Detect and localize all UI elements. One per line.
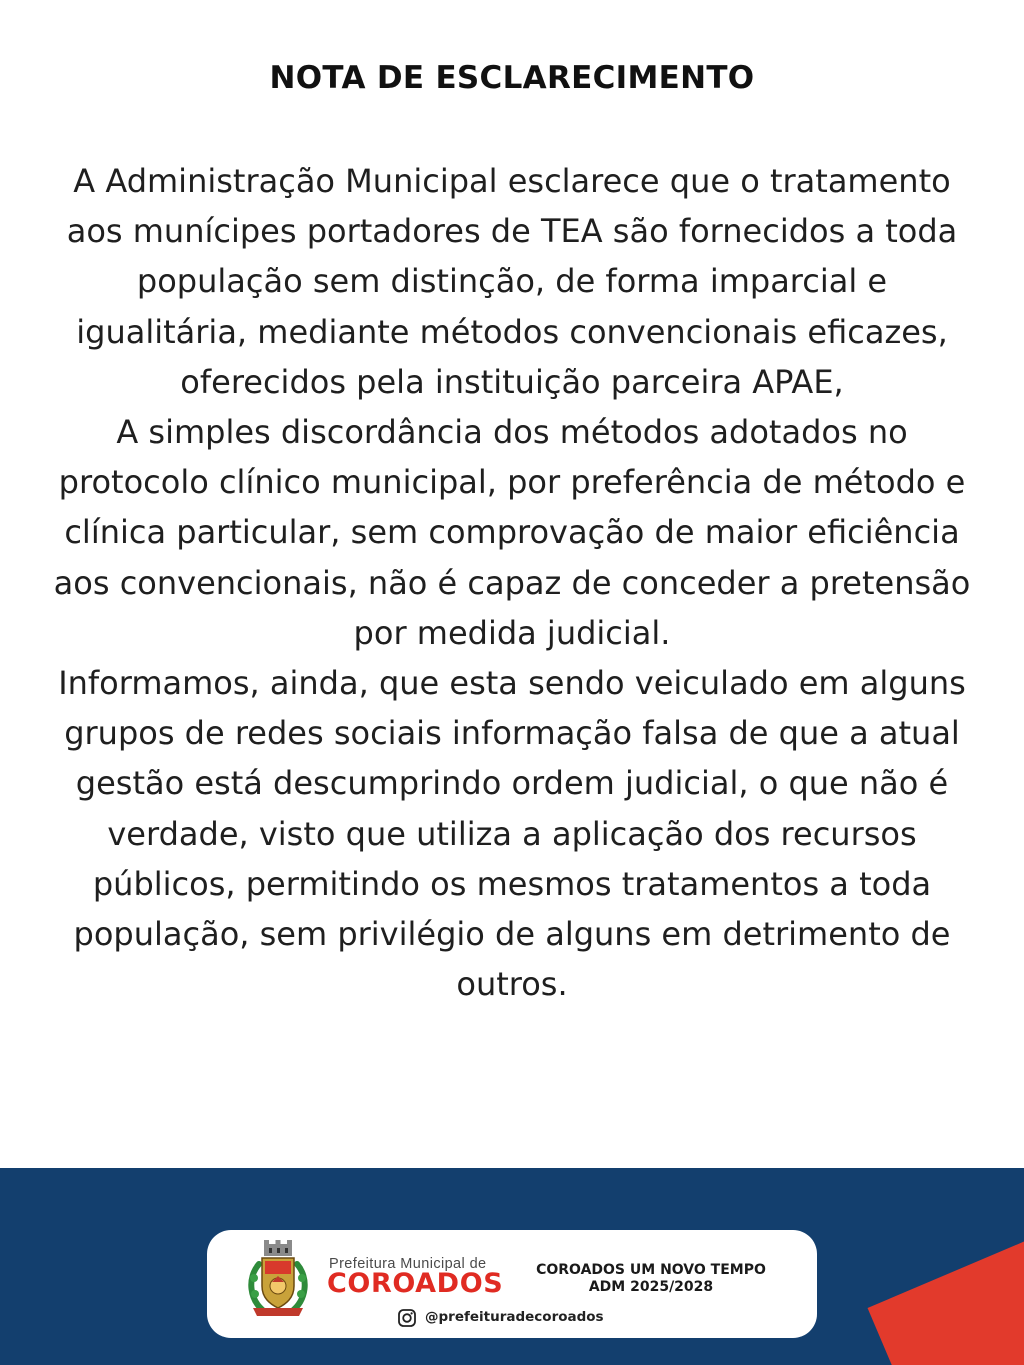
instagram-icon xyxy=(397,1308,417,1328)
body-line: verdade, visto que utiliza a aplicação dos recursos xyxy=(107,814,917,853)
city-name: COROADOS xyxy=(327,1268,504,1299)
body-line: protocolo clínico municipal, por preferência de método e xyxy=(58,463,966,502)
body-line: oferecidos pela instituição parceira APAE, xyxy=(180,362,844,401)
prefeitura-label: Prefeitura Municipal de xyxy=(329,1256,487,1272)
body-line: igualitária, mediante métodos convencionais eficazes, xyxy=(76,312,948,351)
body-line: gestão está descumprindo ordem judicial, o que não é xyxy=(75,764,949,803)
body-line: clínica particular, sem comprovação de maior eficiência xyxy=(64,513,960,552)
municipal-crest-icon xyxy=(245,1238,311,1322)
body-line: grupos de redes sociais informação falsa de que a atual xyxy=(64,714,960,753)
slogan-line-2: ADM 2025/2028 xyxy=(588,1279,714,1295)
body-line: A simples discordância dos métodos adotados no xyxy=(116,413,908,452)
body-line: aos munícipes portadores de TEA são fornecidos a toda xyxy=(66,212,958,251)
slogan xyxy=(513,1262,789,1296)
footer-badge xyxy=(207,1230,817,1338)
notice-body xyxy=(20,156,1004,1009)
body-line: outros. xyxy=(456,965,568,1004)
body-line: população, sem privilégio de alguns em detrimento de xyxy=(73,915,951,954)
notice-title: NOTA DE ESCLARECIMENTO xyxy=(269,60,755,96)
body-line: públicos, permitindo os mesmos tratamentos a toda xyxy=(92,864,932,903)
body-line: Informamos, ainda, que esta sendo veiculado em alguns xyxy=(58,664,966,703)
body-line: população sem distinção, de forma imparcial e xyxy=(136,262,888,301)
body-line: por medida judicial. xyxy=(353,613,671,652)
slogan-line-1: COROADOS UM NOVO TEMPO xyxy=(536,1262,766,1278)
red-corner-decoration xyxy=(868,1242,1024,1365)
body-line: A Administração Municipal esclarece que o tratamento xyxy=(73,162,951,200)
instagram-handle[interactable]: @prefeituradecoroados xyxy=(425,1309,604,1325)
body-line: aos convencionais, não é capaz de conceder a pretensão xyxy=(53,563,971,602)
footer-band xyxy=(0,1168,1024,1365)
